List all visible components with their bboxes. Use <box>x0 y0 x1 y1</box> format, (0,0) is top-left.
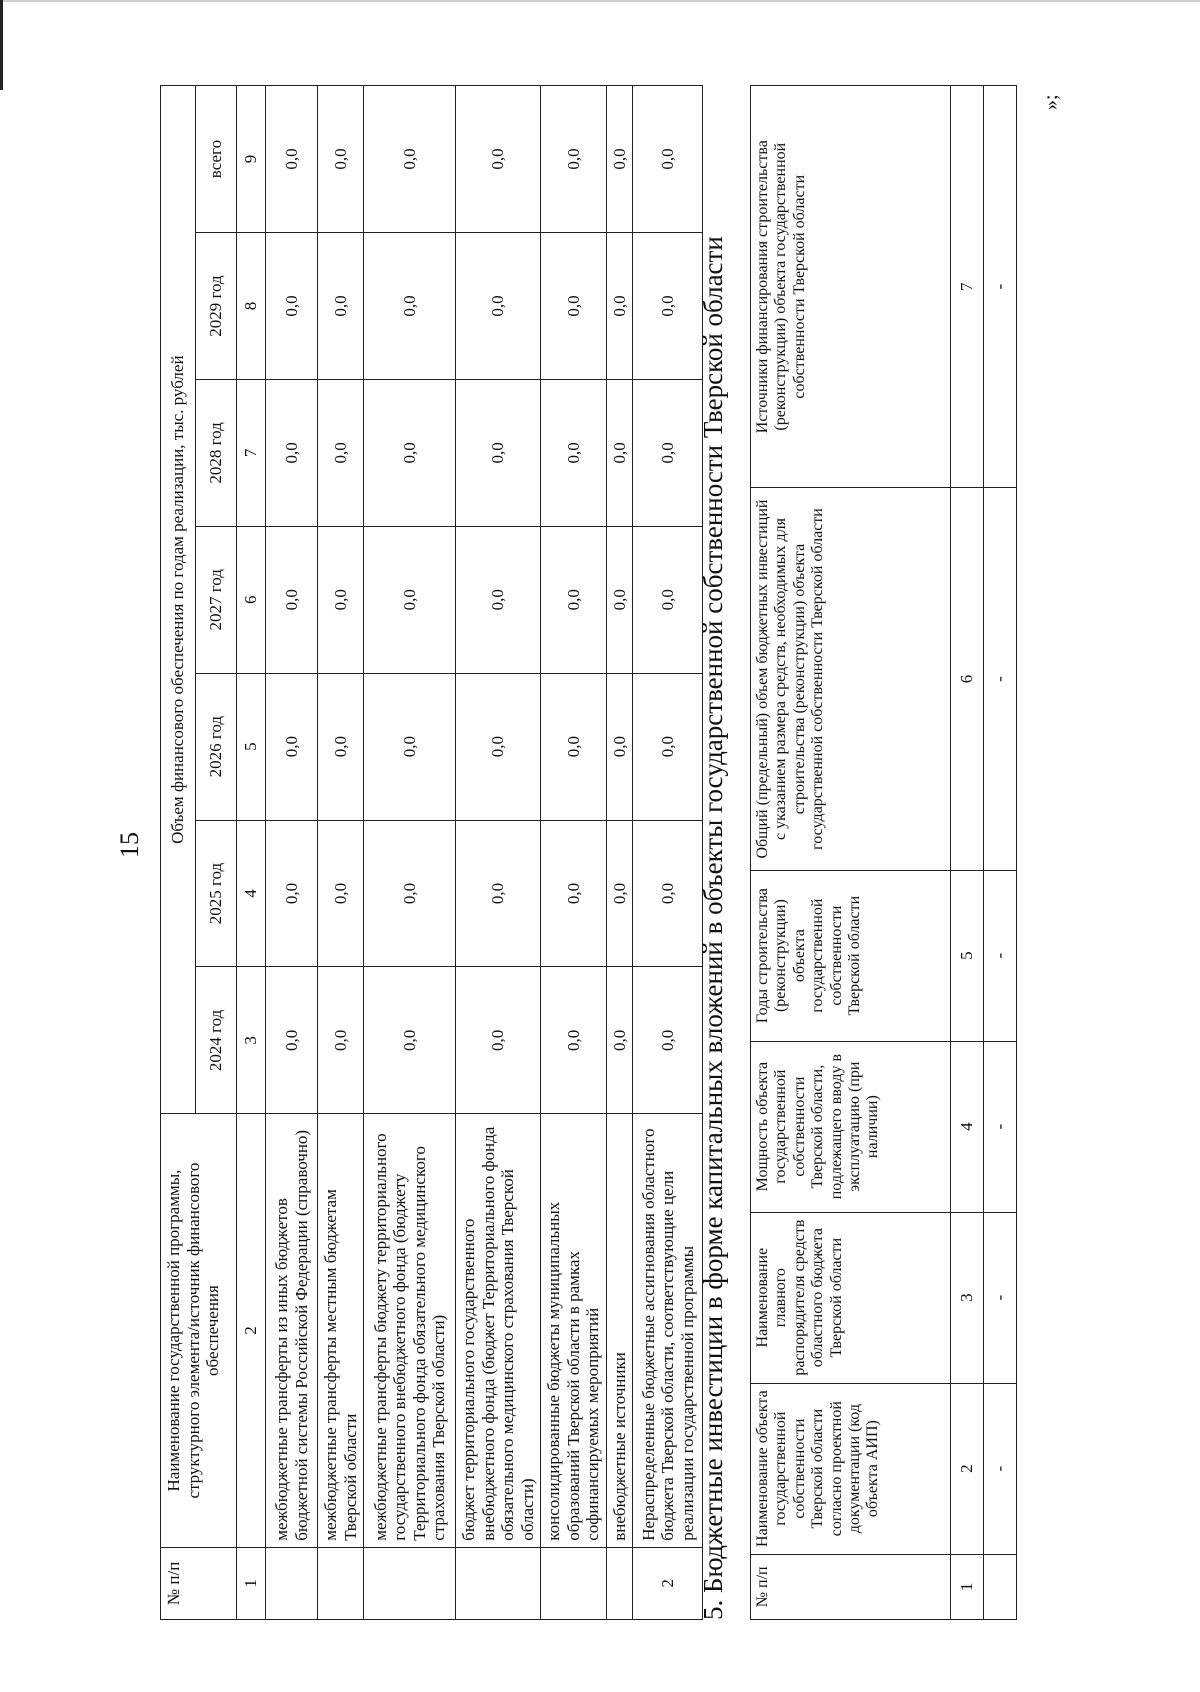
row-name: межбюджетные трансферты бюджету территориального государственного внебюджетного фонда (бюджету Территориального фонда обязательного медицинского страхования Тверской области) <box>364 1114 456 1547</box>
row-value: 0,0 <box>633 967 703 1114</box>
row-value: 0,0 <box>633 233 703 380</box>
index-cell: 9 <box>237 86 266 233</box>
index-row <box>237 86 266 1620</box>
row-num <box>541 1547 607 1619</box>
index-cell: 4 <box>237 820 266 967</box>
header-year: 2025 год <box>196 820 237 967</box>
row-num <box>456 1547 541 1619</box>
col-header: Наименование главного распорядителя средств областного бюджета Тверской области <box>751 1212 951 1383</box>
col-header: Мощность объекта государственной собственности Тверской области, подлежащего вводу в эксплуатацию (при наличии) <box>751 1041 951 1212</box>
row-value: 0,0 <box>541 820 607 967</box>
table-row <box>266 86 318 1620</box>
row-value: 0,0 <box>606 967 633 1114</box>
row-value: 0,0 <box>364 233 456 380</box>
row-value: 0,0 <box>606 526 633 673</box>
index-cell: 6 <box>237 526 266 673</box>
row-num <box>266 1547 318 1619</box>
table-row <box>633 86 703 1620</box>
index-cell: 7 <box>951 86 984 488</box>
row-value: 0,0 <box>633 820 703 967</box>
col-header: Общий (предельный) объем бюджетных инвестиций с указанием размера средств, необходимых для строительства (реконструкции) объекта государственной собственности Тверской области <box>751 488 951 870</box>
table-row <box>984 86 1017 1620</box>
row-name: Нераспределенные бюджетные ассигнования областного бюджета Тверской области, соответствующие цели реализации государственной программы <box>633 1114 703 1547</box>
index-cell: 2 <box>237 1114 266 1547</box>
index-cell: 1 <box>237 1547 266 1619</box>
rotated-page-content <box>160 80 1080 1620</box>
row-value: 0,0 <box>541 233 607 380</box>
row-value: 0,0 <box>318 86 364 233</box>
row-value: 0,0 <box>318 673 364 820</box>
row-num <box>364 1547 456 1619</box>
index-cell: 7 <box>237 379 266 526</box>
cell: - <box>984 488 1017 870</box>
header-year: 2028 год <box>196 379 237 526</box>
row-value: 0,0 <box>606 820 633 967</box>
header-num: № п/п <box>161 1547 237 1619</box>
col-header: Источники финансирования строительства (реконструкции) объекта государственной собственности Тверской области <box>751 86 951 488</box>
row-name: консолидированные бюджеты муниципальных образований Тверской области в рамках софинансируемых мероприятий <box>541 1114 607 1547</box>
header-name: Наименование государственной программы, структурного элемента/источник финансового обеспечения <box>161 1114 237 1547</box>
index-cell: 4 <box>951 1041 984 1212</box>
section-title: 5. Бюджетные инвестиции в форме капитальных вложений в объекты государственной собственности Тверской области <box>698 236 728 1620</box>
row-value: 0,0 <box>541 86 607 233</box>
row-value: 0,0 <box>606 233 633 380</box>
row-value: 0,0 <box>318 967 364 1114</box>
index-cell: 5 <box>237 673 266 820</box>
header-year: 2029 год <box>196 233 237 380</box>
row-value: 0,0 <box>318 526 364 673</box>
cell: - <box>984 870 1017 1041</box>
row-value: 0,0 <box>541 379 607 526</box>
row-value: 0,0 <box>633 673 703 820</box>
row-value: 0,0 <box>266 967 318 1114</box>
row-value: 0,0 <box>633 379 703 526</box>
row-num <box>318 1547 364 1619</box>
index-row <box>951 86 984 1620</box>
scan-edge <box>0 0 1200 2</box>
row-value: 0,0 <box>633 526 703 673</box>
row-value: 0,0 <box>318 820 364 967</box>
row-value: 0,0 <box>266 379 318 526</box>
row-value: 0,0 <box>541 967 607 1114</box>
index-cell: 5 <box>951 870 984 1041</box>
table-row <box>456 86 541 1620</box>
cell: - <box>984 1383 1017 1554</box>
index-cell: 1 <box>951 1554 984 1619</box>
row-value: 0,0 <box>318 379 364 526</box>
row-value: 0,0 <box>456 673 541 820</box>
col-header: № п/п <box>751 1554 951 1619</box>
row-value: 0,0 <box>318 233 364 380</box>
row-value: 0,0 <box>606 86 633 233</box>
table-row <box>318 86 364 1620</box>
table-row <box>364 86 456 1620</box>
financing-table <box>160 85 703 1620</box>
row-value: 0,0 <box>606 673 633 820</box>
row-value: 0,0 <box>633 86 703 233</box>
cell: - <box>984 1041 1017 1212</box>
row-name: межбюджетные трансферты из иных бюджетов бюджетной системы Российской Федерации (справочно) <box>266 1114 318 1547</box>
index-cell: 2 <box>951 1383 984 1554</box>
row-value: 0,0 <box>364 379 456 526</box>
row-value: 0,0 <box>364 967 456 1114</box>
row-value: 0,0 <box>456 526 541 673</box>
col-header: Наименование объекта государственной собственности Тверской области согласно проектной документации (код объекта АИП) <box>751 1383 951 1554</box>
table-row <box>541 86 607 1620</box>
index-cell: 3 <box>237 967 266 1114</box>
row-value: 0,0 <box>606 379 633 526</box>
row-num: 2 <box>633 1547 703 1619</box>
row-value: 0,0 <box>364 820 456 967</box>
header-year: 2026 год <box>196 673 237 820</box>
row-value: 0,0 <box>364 86 456 233</box>
row-value: 0,0 <box>456 967 541 1114</box>
cell: - <box>984 1212 1017 1383</box>
scan-artifact <box>0 0 3 90</box>
header-year: 2024 год <box>196 967 237 1114</box>
header-group: Объем финансового обеспечения по годам реализации, тыс. рублей <box>161 86 196 1114</box>
table-row <box>606 86 633 1620</box>
row-value: 0,0 <box>266 233 318 380</box>
row-value: 0,0 <box>456 233 541 380</box>
row-value: 0,0 <box>266 526 318 673</box>
index-cell: 3 <box>951 1212 984 1383</box>
row-value: 0,0 <box>266 820 318 967</box>
row-value: 0,0 <box>266 86 318 233</box>
row-name: внебюджетные источники <box>606 1114 633 1547</box>
header-year: 2027 год <box>196 526 237 673</box>
header-total: всего <box>196 86 237 233</box>
row-num <box>606 1547 633 1619</box>
row-name: межбюджетные трансферты местным бюджетам Тверской области <box>318 1114 364 1547</box>
row-value: 0,0 <box>541 526 607 673</box>
page-number: 15 <box>115 832 144 858</box>
row-value: 0,0 <box>456 379 541 526</box>
index-cell: 6 <box>951 488 984 870</box>
row-value: 0,0 <box>364 673 456 820</box>
row-value: 0,0 <box>456 86 541 233</box>
cell <box>984 1554 1017 1619</box>
row-value: 0,0 <box>266 673 318 820</box>
row-value: 0,0 <box>364 526 456 673</box>
col-header: Годы строительства (реконструкции) объекта государственной собственности Тверской области <box>751 870 951 1041</box>
row-name: бюджет территориального государственного внебюджетного фонда (бюджет Территориального фонда обязательного медицинского страхования Тверской области) <box>456 1114 541 1547</box>
investment-table <box>750 85 1017 1620</box>
closing-mark: »; <box>1040 94 1062 110</box>
row-value: 0,0 <box>541 673 607 820</box>
index-cell: 8 <box>237 233 266 380</box>
cell: - <box>984 86 1017 488</box>
row-value: 0,0 <box>456 820 541 967</box>
